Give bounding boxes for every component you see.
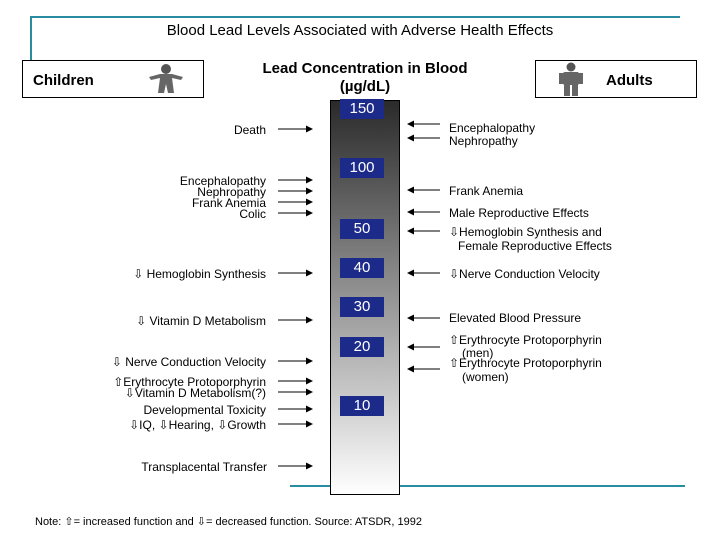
child-death: Death (233, 123, 266, 137)
scale-label-30: 30 (340, 297, 384, 317)
adults-label: Adults (606, 72, 653, 89)
scale-label-10: 10 (340, 396, 384, 416)
child-erythro: ⇧Erythrocyte Protoporphyrin (113, 375, 266, 389)
adult-nephropathy: Nephropathy (449, 134, 518, 148)
footnote: Note: ⇧= increased function and ⇩= decreased function. Source: ATSDR, 1992 (35, 516, 422, 528)
adult-nerve: ⇩Nerve Conduction Velocity (449, 267, 600, 281)
adult-blood-pressure: Elevated Blood Pressure (449, 311, 582, 325)
adult-erythro-women-sub: (women) (462, 370, 509, 384)
scale-label-150: 150 (340, 99, 384, 119)
child-hemoglobin: ⇩ Hemoglobin Synthesis (133, 267, 266, 281)
child-frank-anemia: Frank Anemia (191, 196, 266, 210)
adult-erythro-women: ⇧Erythrocyte Protoporphyrin (449, 356, 602, 370)
child-vitd2: ⇩Vitamin D Metabolism(?) (124, 386, 266, 400)
scale-label-50: 50 (340, 219, 384, 239)
scale-label-40: 40 (340, 258, 384, 278)
adult-erythro-men-sub: (men) (462, 346, 494, 360)
child-nephropathy: Nephropathy (197, 185, 266, 199)
scale-label-20: 20 (340, 337, 384, 357)
child-devtox: Developmental Toxicity (143, 403, 266, 417)
child-transplacental: Transplacental Transfer (141, 460, 267, 474)
child-iq: ⇩IQ, ⇩Hearing, ⇩Growth (129, 418, 266, 432)
children-label: Children (33, 72, 94, 89)
adult-male-repro: Male Reproductive Effects (449, 206, 589, 220)
adult-encephalopathy: Encephalopathy (449, 121, 536, 135)
scale-label-100: 100 (340, 158, 384, 178)
adult-hemoglobin: ⇩Hemoglobin Synthesis and (449, 225, 602, 239)
child-encephalopathy: Encephalopathy (179, 174, 266, 188)
child-nerve: ⇩ Nerve Conduction Velocity (111, 355, 266, 369)
concentration-title-line1: Lead Concentration in Blood (262, 60, 468, 77)
adult-frank-anemia: Frank Anemia (449, 184, 524, 198)
child-colic: Colic (239, 207, 266, 221)
concentration-title-line2: (µg/dL) (339, 78, 391, 95)
diagram-title: Blood Lead Levels Associated with Adverse Health Effects (166, 22, 554, 39)
adult-female-repro: Female Reproductive Effects (458, 239, 612, 253)
child-vitd: ⇩ Vitamin D Metabolism (136, 314, 266, 328)
adult-erythro-men: ⇧Erythrocyte Protoporphyrin (449, 333, 602, 347)
